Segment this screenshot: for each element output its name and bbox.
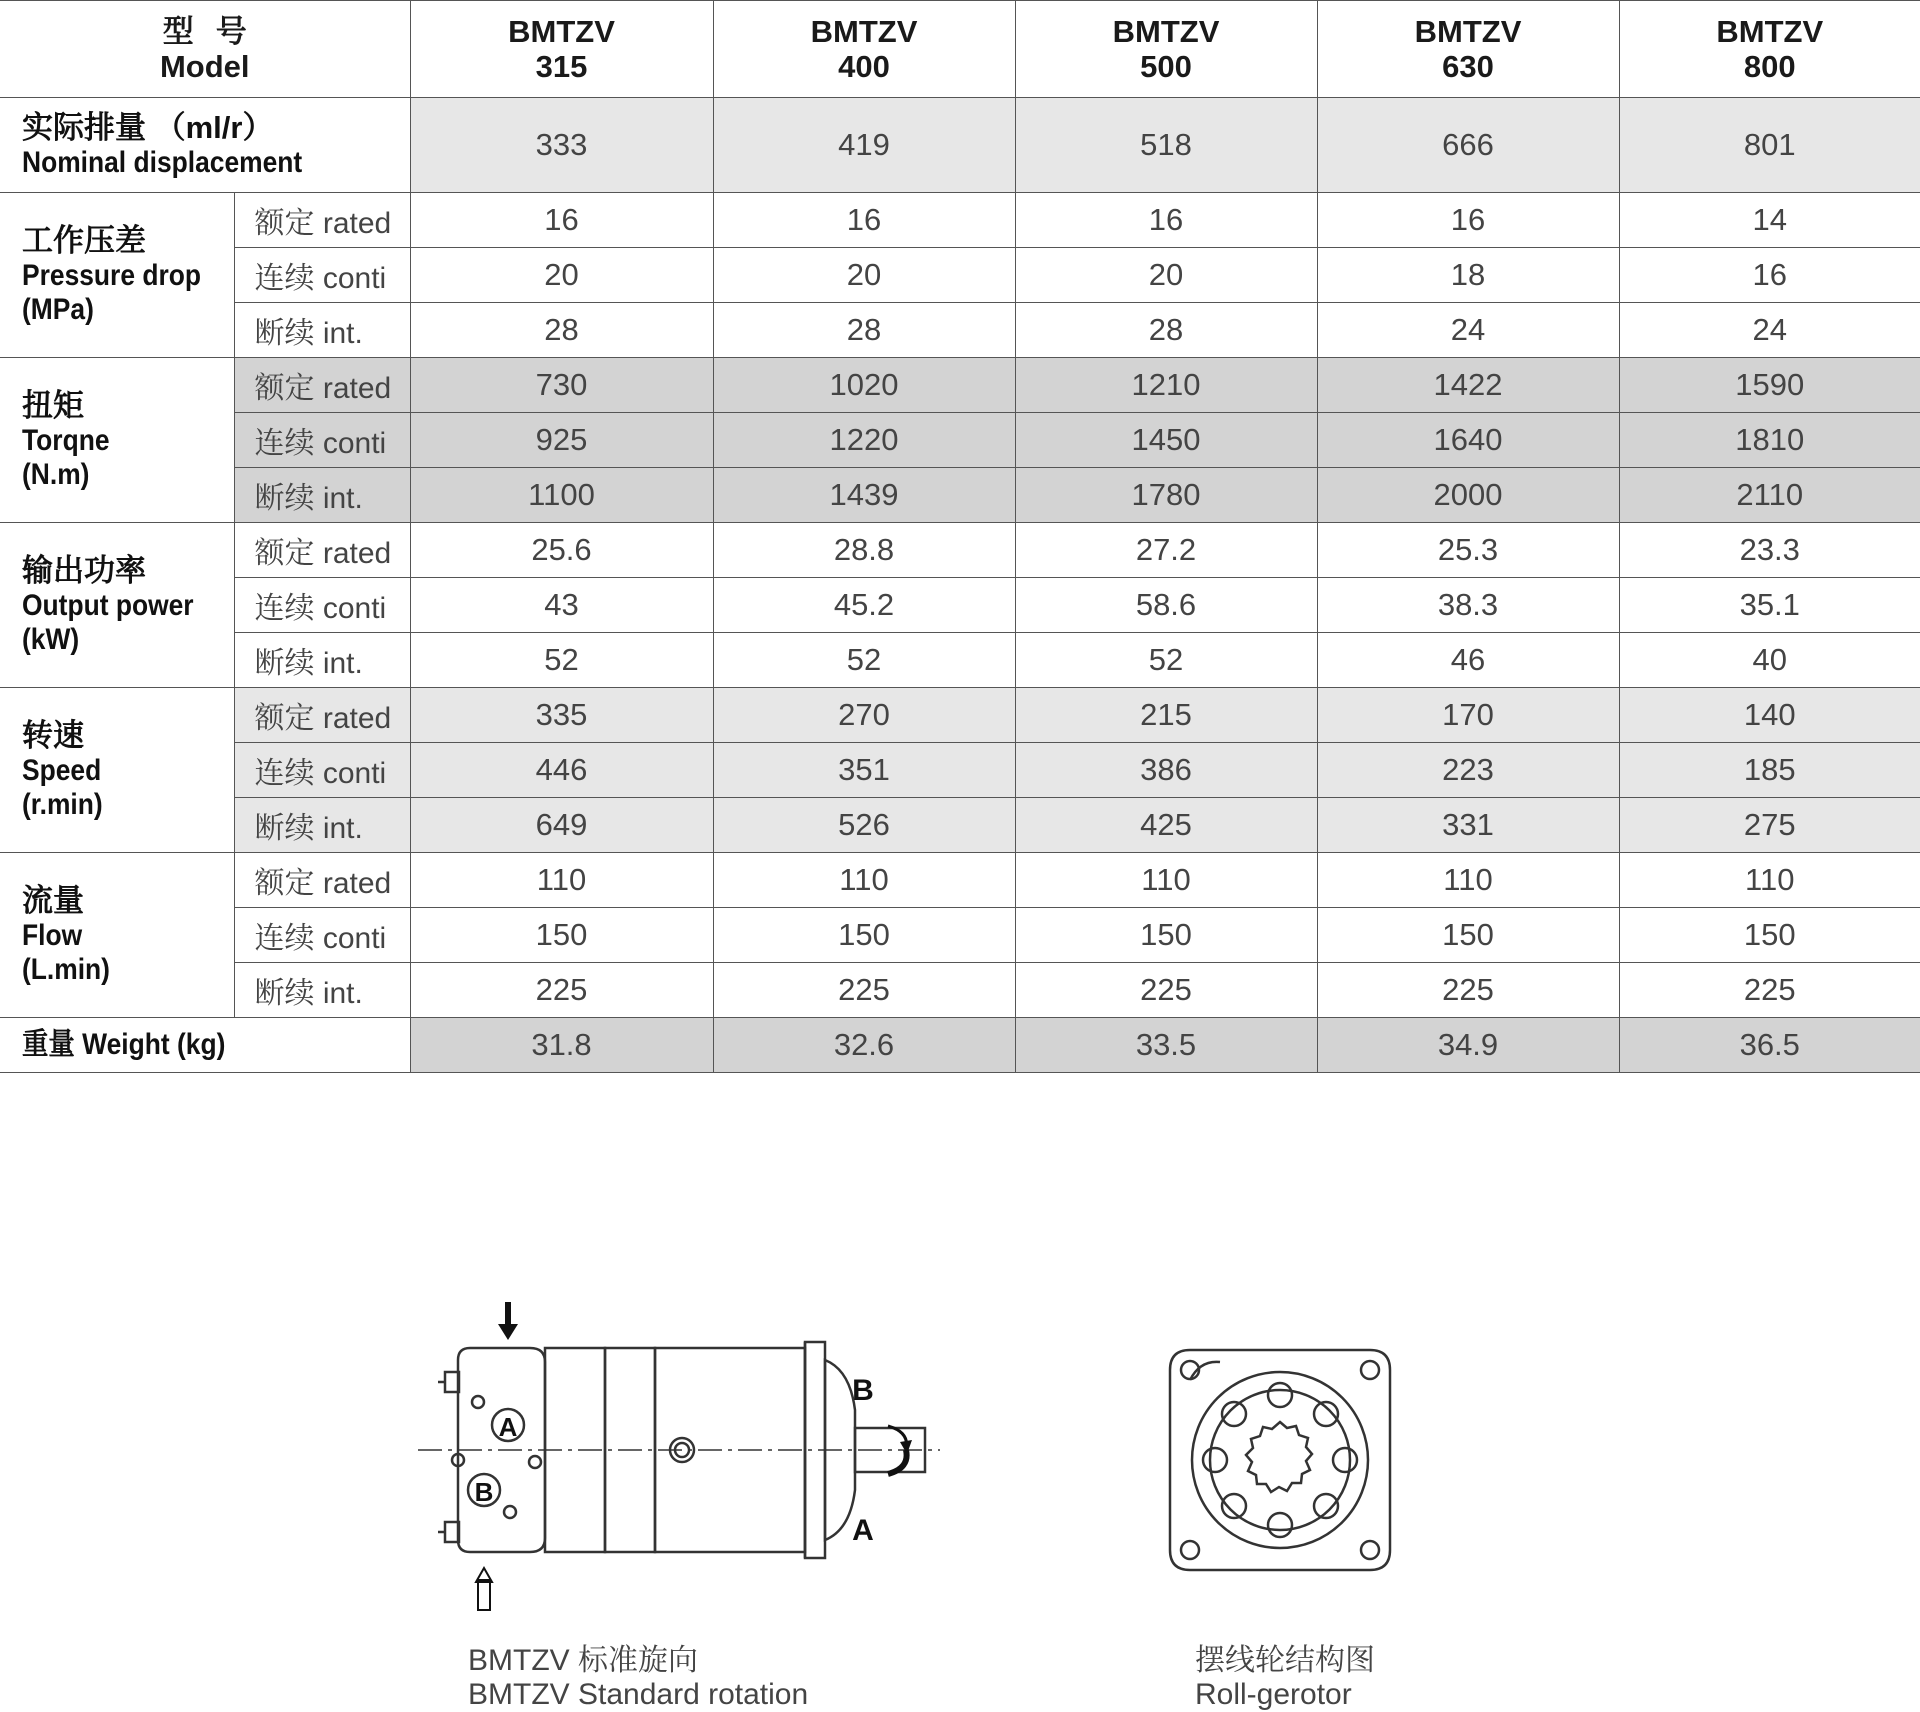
table-cell: 419 — [713, 98, 1015, 193]
table-cell: 1780 — [1015, 468, 1317, 523]
row-sublabel: 断续 int. — [234, 468, 410, 523]
table-cell: 36.5 — [1619, 1018, 1920, 1073]
row-sublabel: 额定 rated — [234, 523, 410, 578]
table-cell: 110 — [410, 853, 713, 908]
model-header — [0, 1, 410, 98]
table-row — [0, 303, 1920, 358]
table-cell: 730 — [410, 358, 713, 413]
row-sublabel: 断续 int. — [234, 633, 410, 688]
table-cell: 150 — [410, 908, 713, 963]
displacement-label: 实际排量 （ml/r） Nominal displacement — [0, 98, 410, 193]
model-label-cn: 型号 — [162, 14, 269, 49]
table-cell: 518 — [1015, 98, 1317, 193]
gerotor-caption-cn: 摆线轮结构图 — [1195, 1644, 1375, 1677]
table-cell: 446 — [410, 743, 713, 798]
table-row — [0, 248, 1920, 303]
table-cell: 20 — [1015, 248, 1317, 303]
torque-label: 扭矩 Torqne (N.m) — [0, 358, 234, 523]
table-cell: 52 — [410, 633, 713, 688]
row-sublabel: 额定 rated — [234, 853, 410, 908]
table-row — [0, 743, 1920, 798]
speed-label: 转速 Speed (r.min) — [0, 688, 234, 853]
rotation-a-label: A — [852, 1514, 874, 1547]
table-row — [0, 853, 1920, 908]
table-cell: 331 — [1317, 798, 1619, 853]
table-row — [0, 193, 1920, 248]
table-cell: 46 — [1317, 633, 1619, 688]
table-row — [0, 688, 1920, 743]
table-cell: 32.6 — [713, 1018, 1015, 1073]
row-sublabel: 连续 conti — [234, 743, 410, 798]
table-cell: 25.6 — [410, 523, 713, 578]
table-cell: 2110 — [1619, 468, 1920, 523]
model-col-315: BMTZV 315 — [410, 1, 713, 98]
row-sublabel: 连续 conti — [234, 578, 410, 633]
row-sublabel: 连续 conti — [234, 908, 410, 963]
table-cell: 34.9 — [1317, 1018, 1619, 1073]
table-cell: 1640 — [1317, 413, 1619, 468]
table-cell: 225 — [1619, 963, 1920, 1018]
table-row — [0, 908, 1920, 963]
table-cell: 16 — [1619, 248, 1920, 303]
table-cell: 1100 — [410, 468, 713, 523]
table-row — [0, 578, 1920, 633]
table-cell: 150 — [1015, 908, 1317, 963]
output-power-label: 输出功率 Output power (kW) — [0, 523, 234, 688]
table-cell: 270 — [713, 688, 1015, 743]
table-cell: 28 — [410, 303, 713, 358]
table-cell: 150 — [713, 908, 1015, 963]
table-cell: 52 — [1015, 633, 1317, 688]
table-cell: 170 — [1317, 688, 1619, 743]
table-cell: 16 — [713, 193, 1015, 248]
pressure-drop-label: 工作压差 Pressure drop (MPa) — [0, 193, 234, 358]
row-sublabel: 连续 conti — [234, 248, 410, 303]
table-cell: 666 — [1317, 98, 1619, 193]
table-row — [0, 963, 1920, 1018]
motor-caption-cn: BMTZV 标准旋向 — [468, 1644, 698, 1677]
port-a-label: A — [498, 1412, 518, 1442]
table-cell: 1590 — [1619, 358, 1920, 413]
table-cell: 1020 — [713, 358, 1015, 413]
table-cell: 649 — [410, 798, 713, 853]
table-cell: 31.8 — [410, 1018, 713, 1073]
table-cell: 20 — [410, 248, 713, 303]
row-sublabel: 断续 int. — [234, 303, 410, 358]
table-cell: 801 — [1619, 98, 1920, 193]
motor-caption — [468, 1644, 808, 1712]
flow-label: 流量 Flow (L.min) — [0, 853, 234, 1018]
table-cell: 28 — [713, 303, 1015, 358]
table-cell: 16 — [1317, 193, 1619, 248]
motor-caption-en: BMTZV Standard rotation — [468, 1678, 809, 1711]
table-cell: 18 — [1317, 248, 1619, 303]
table-cell: 215 — [1015, 688, 1317, 743]
table-cell: 225 — [713, 963, 1015, 1018]
table-cell: 58.6 — [1015, 578, 1317, 633]
table-cell: 16 — [410, 193, 713, 248]
table-row — [0, 358, 1920, 413]
model-col-630: BMTZV 630 — [1317, 1, 1619, 98]
table-row — [0, 633, 1920, 688]
table-cell: 24 — [1619, 303, 1920, 358]
header-row — [0, 1, 1920, 98]
weight-row — [0, 1018, 1920, 1073]
table-cell: 223 — [1317, 743, 1619, 798]
table-cell: 2000 — [1317, 468, 1619, 523]
model-col-800: BMTZV 800 — [1619, 1, 1920, 98]
table-cell: 150 — [1619, 908, 1920, 963]
table-row — [0, 798, 1920, 853]
table-cell: 110 — [1619, 853, 1920, 908]
table-cell: 40 — [1619, 633, 1920, 688]
table-cell: 140 — [1619, 688, 1920, 743]
table-cell: 14 — [1619, 193, 1920, 248]
table-cell: 425 — [1015, 798, 1317, 853]
table-cell: 925 — [410, 413, 713, 468]
table-cell: 110 — [713, 853, 1015, 908]
table-cell: 225 — [410, 963, 713, 1018]
table-cell: 150 — [1317, 908, 1619, 963]
table-cell: 27.2 — [1015, 523, 1317, 578]
gerotor-caption — [1195, 1644, 1375, 1712]
table-row — [0, 468, 1920, 523]
table-row — [0, 413, 1920, 468]
weight-label: 重量 Weight (kg) — [0, 1018, 410, 1073]
gerotor-caption-en: Roll-gerotor — [1195, 1678, 1352, 1711]
table-cell: 1439 — [713, 468, 1015, 523]
model-label-en: Model — [159, 49, 250, 84]
table-cell: 24 — [1317, 303, 1619, 358]
table-cell: 1220 — [713, 413, 1015, 468]
row-sublabel: 额定 rated — [234, 688, 410, 743]
table-cell: 33.5 — [1015, 1018, 1317, 1073]
table-cell: 275 — [1619, 798, 1920, 853]
model-col-400: BMTZV 400 — [713, 1, 1015, 98]
row-sublabel: 断续 int. — [234, 798, 410, 853]
table-cell: 335 — [410, 688, 713, 743]
table-cell: 20 — [713, 248, 1015, 303]
table-cell: 110 — [1317, 853, 1619, 908]
port-b-label: B — [474, 1477, 494, 1507]
displacement-row — [0, 98, 1920, 193]
table-cell: 225 — [1317, 963, 1619, 1018]
table-cell: 1450 — [1015, 413, 1317, 468]
row-sublabel: 连续 conti — [234, 413, 410, 468]
table-cell: 185 — [1619, 743, 1920, 798]
table-cell: 28 — [1015, 303, 1317, 358]
motor-side-view-diagram — [410, 1290, 950, 1620]
table-cell: 225 — [1015, 963, 1317, 1018]
table-cell: 43 — [410, 578, 713, 633]
table-row — [0, 523, 1920, 578]
roll-gerotor-diagram — [1160, 1340, 1400, 1580]
table-cell: 351 — [713, 743, 1015, 798]
table-cell: 16 — [1015, 193, 1317, 248]
table-cell: 1210 — [1015, 358, 1317, 413]
row-sublabel: 额定 rated — [234, 358, 410, 413]
table-cell: 52 — [713, 633, 1015, 688]
table-cell: 25.3 — [1317, 523, 1619, 578]
table-cell: 1422 — [1317, 358, 1619, 413]
table-cell: 23.3 — [1619, 523, 1920, 578]
model-col-500: BMTZV 500 — [1015, 1, 1317, 98]
table-cell: 1810 — [1619, 413, 1920, 468]
table-cell: 35.1 — [1619, 578, 1920, 633]
table-cell: 45.2 — [713, 578, 1015, 633]
table-cell: 386 — [1015, 743, 1317, 798]
table-cell: 38.3 — [1317, 578, 1619, 633]
table-cell: 333 — [410, 98, 713, 193]
row-sublabel: 额定 rated — [234, 193, 410, 248]
table-cell: 526 — [713, 798, 1015, 853]
row-sublabel: 断续 int. — [234, 963, 410, 1018]
rotation-b-label: B — [852, 1374, 874, 1407]
table-cell: 28.8 — [713, 523, 1015, 578]
table-cell: 110 — [1015, 853, 1317, 908]
